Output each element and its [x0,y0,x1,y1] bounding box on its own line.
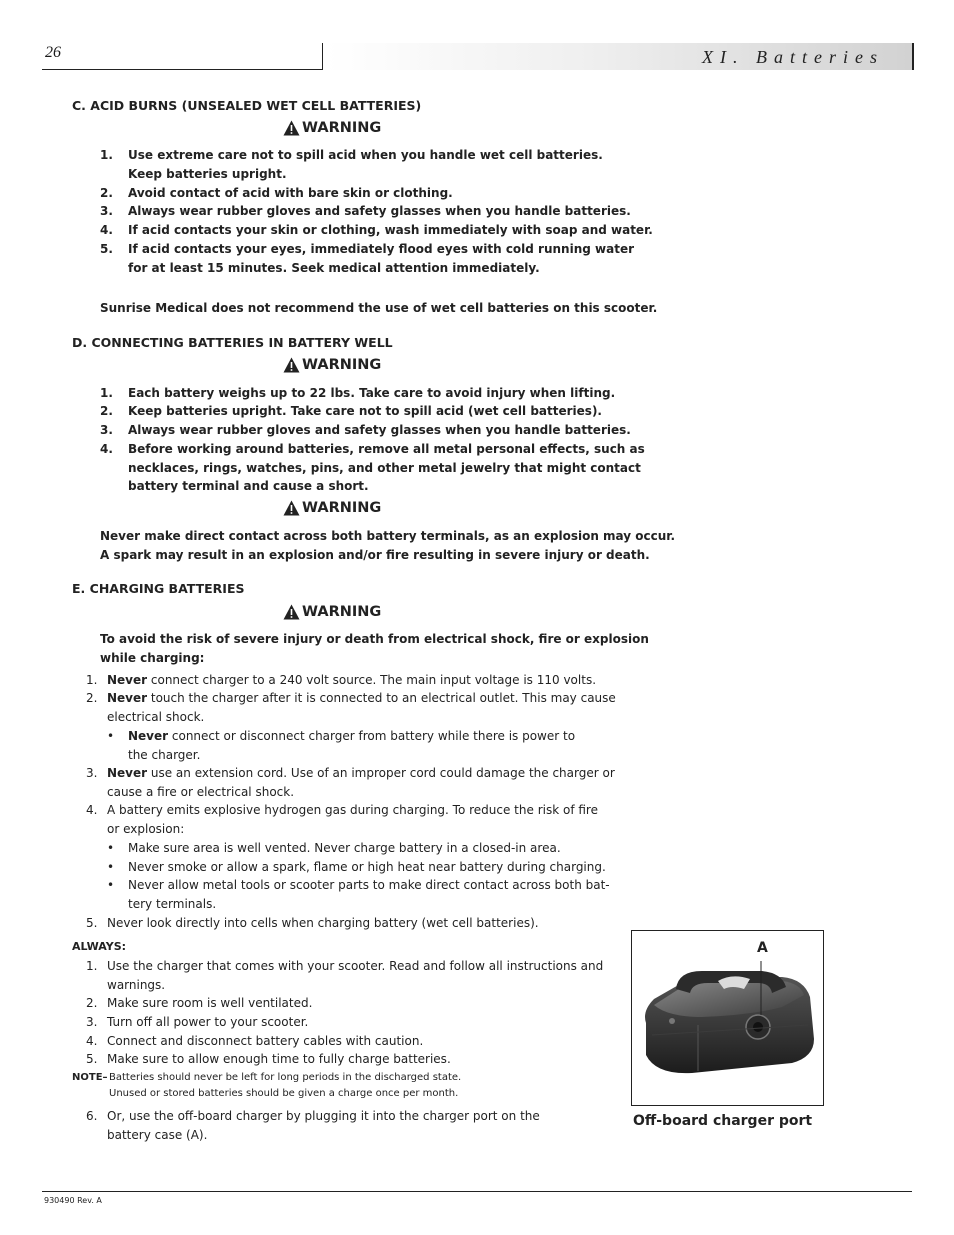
never-bold: Never [107,691,148,705]
footer-rule [42,1191,912,1192]
warning-icon [283,120,300,136]
list-item [107,689,616,726]
list-item: Avoid contact of acid with bare skin or clothing. [128,186,453,200]
list-number: 1. [100,386,113,400]
warning-icon [283,500,300,516]
list-line: Before working around batteries, remove all metal personal effects, such as [128,442,645,456]
list-number: 1. [86,959,98,973]
item-text: Never allow metal tools or scooter parts to make direct contact across both bat- [128,878,610,892]
list-number: 4. [86,1034,98,1048]
list-line: necklaces, rings, watches, pins, and other metal jewelry that might contact [128,460,641,475]
list-number: 2. [86,691,98,705]
always-label: ALWAYS: [72,940,127,953]
item-text: the charger. [128,747,201,762]
list-item: Always wear rubber gloves and safety glasses when you handle batteries. [128,423,631,437]
list-number: 4. [100,442,113,456]
callout-label-a: A [757,940,768,956]
bullet-item: Make sure area is well vented. Never charge battery in a closed-in area. [128,841,561,855]
header-divider [322,43,323,70]
bullet: • [107,729,115,743]
list-item: Turn off all power to your scooter. [107,1015,309,1029]
list-item [128,240,634,277]
list-number: 5. [86,1052,98,1066]
document-code: 930490 Rev. A [44,1196,102,1205]
list-item [128,146,603,183]
list-item: Connect and disconnect battery cables with caution. [107,1034,424,1048]
bullet-item [128,876,610,913]
section-e-heading: E. CHARGING BATTERIES [72,581,245,596]
intro-line: To avoid the risk of severe injury or death from electrical shock, fire or explosion [100,632,649,646]
figure-caption: Off-board charger port [633,1113,813,1129]
list-item [107,764,615,801]
intro-line: while charging: [100,650,205,665]
warning-label: WARNING [302,120,382,136]
warning-line: Never make direct contact across both battery terminals, as an explosion may occur. [100,529,676,543]
item-text: Or, use the off-board charger by plugging it into the charger port on the [107,1109,540,1123]
warning-text [100,527,675,564]
warning-d2 [283,500,381,516]
list-number: 2. [86,996,98,1010]
item-text: A battery emits explosive hydrogen gas during charging. To reduce the risk of fire [107,803,598,817]
note-line: Unused or stored batteries should be given a charge once per month. [109,1088,459,1099]
list-item [128,440,645,496]
section-d-heading: D. CONNECTING BATTERIES IN BATTERY WELL [72,335,393,350]
list-number: 1. [100,148,113,162]
charger-figure [631,930,824,1106]
list-number: 1. [86,673,98,687]
item-text: Use the charger that comes with your scooter. Read and follow all instructions and [107,959,604,973]
section-title: XI. Batteries [702,47,884,67]
warning-label: WARNING [302,500,382,516]
list-item: Make sure room is well ventilated. [107,996,313,1010]
header-rule [42,69,323,70]
list-line: for at least 15 minutes. Seek medical attention immediately. [128,260,540,275]
list-number: 2. [100,404,113,418]
list-number: 3. [100,423,113,437]
bullet: • [107,878,115,892]
item-text: battery case (A). [107,1127,208,1142]
bullet: • [107,860,115,874]
warning-intro [100,630,649,667]
list-line: Use extreme care not to spill acid when you handle wet cell batteries. [128,148,603,162]
list-number: 3. [86,1015,98,1029]
warning-d [283,357,381,373]
list-item [107,671,596,690]
never-bold: Never [107,673,148,687]
list-line: If acid contacts your eyes, immediately flood eyes with cold running water [128,242,635,256]
section-c-note: Sunrise Medical does not recommend the use of wet cell batteries on this scooter. [100,301,658,315]
note-label: NOTE– [72,1072,108,1083]
warning-icon [283,357,300,373]
page-number: 26 [45,44,61,61]
list-item: Make sure to allow enough time to fully charge batteries. [107,1052,451,1066]
warning-label: WARNING [302,357,382,373]
bullet-item: Never smoke or allow a spark, flame or high heat near battery during charging. [128,860,606,874]
list-number: 4. [100,223,113,237]
item-text: connect charger to a 240 volt source. The main input voltage is 110 volts. [147,673,597,687]
warning-c [283,120,381,136]
warning-line: A spark may result in an explosion and/or fire resulting in severe injury or death. [100,547,650,562]
item-text: warnings. [107,977,166,992]
list-item: Always wear rubber gloves and safety glasses when you handle batteries. [128,204,631,218]
warning-icon [283,604,300,620]
bullet-item [128,727,575,764]
list-item [107,801,598,838]
item-text: tery terminals. [128,896,217,911]
list-line: Keep batteries upright. [128,166,287,181]
item-text: connect or disconnect charger from battery while there is power to [168,729,576,743]
item-text: or explosion: [107,821,185,836]
item-text: touch the charger after it is connected to an electrical outlet. This may cause [147,691,616,705]
list-item [107,957,603,994]
list-number: 5. [100,242,113,256]
list-item [107,1107,540,1144]
item-text: cause a fire or electrical shock. [107,784,295,799]
list-number: 3. [100,204,113,218]
list-number: 4. [86,803,98,817]
warning-e [283,604,381,620]
list-number: 6. [86,1109,98,1123]
list-number: 3. [86,766,98,780]
never-bold: Never [107,766,148,780]
item-text: use an extension cord. Use of an improper cord could damage the charger or [147,766,615,780]
list-number: 5. [86,916,98,930]
section-c-heading: C. ACID BURNS (UNSEALED WET CELL BATTERIES) [72,98,422,113]
list-number: 2. [100,186,113,200]
list-item: If acid contacts your skin or clothing, wash immediately with soap and water. [128,223,653,237]
note-line: Batteries should never be left for long periods in the discharged state. [109,1072,462,1083]
list-item: Never look directly into cells when charging battery (wet cell batteries). [107,916,539,930]
charger-illustration [632,931,823,1105]
list-item: Each battery weighs up to 22 lbs. Take care to avoid injury when lifting. [128,386,616,400]
warning-label: WARNING [302,604,382,620]
list-line: battery terminal and cause a short. [128,479,369,493]
never-bold: Never [128,729,169,743]
bullet: • [107,841,115,855]
item-text: electrical shock. [107,709,205,724]
list-item: Keep batteries upright. Take care not to spill acid (wet cell batteries). [128,404,602,418]
